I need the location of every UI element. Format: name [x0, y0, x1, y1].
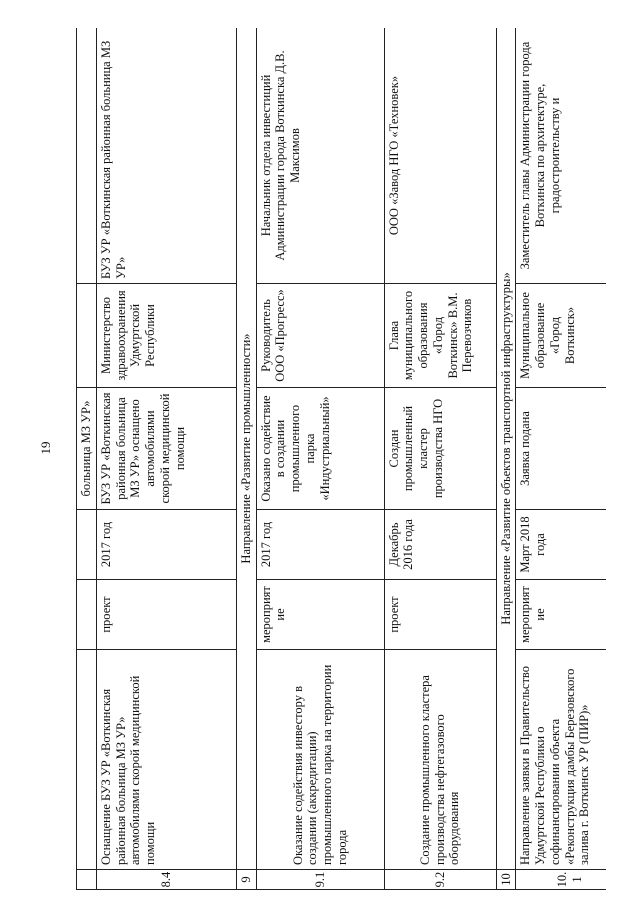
- type-cell: [77, 580, 97, 650]
- term-cell: Декабрь 2016 года: [384, 510, 496, 580]
- result-cell: Заявка подана: [516, 388, 606, 510]
- table-row: [96, 28, 236, 890]
- section-row: [496, 28, 516, 890]
- num-cell: 9.2: [384, 870, 496, 890]
- event-cell: Создание промышленного кластера производства нефтегазового оборудования: [384, 650, 496, 870]
- table-row: [77, 28, 97, 890]
- result-cell: Оказано содействие в создании промышленного парка «Индустриальный»: [256, 388, 384, 510]
- section-title: Направление «Развитие промышленности»: [236, 28, 256, 870]
- executor-cell: [77, 28, 97, 284]
- type-cell: мероприятие: [516, 580, 606, 650]
- term-cell: 2017 год: [256, 510, 384, 580]
- executor-cell: ООО «Завод НГО «Техновек»: [384, 28, 496, 284]
- table-row: [384, 28, 496, 890]
- term-cell: 2017 год: [96, 510, 236, 580]
- section-title: Направление «Развитие объектов транспортной инфраструктуры»: [496, 28, 516, 870]
- executor-cell: Начальник отдела инвестиций Администрации города Воткинска Д.В. Максимов: [256, 28, 384, 284]
- num-cell: [77, 870, 97, 890]
- plan-table: [76, 28, 606, 890]
- responsible-cell: Руководитель ООО «Прогресс»: [256, 284, 384, 388]
- result-cell: больница МЗ УР»: [77, 388, 97, 510]
- term-cell: Март 2018 года: [516, 510, 606, 580]
- table-row: [516, 28, 606, 890]
- section-row: [236, 28, 256, 890]
- term-cell: [77, 510, 97, 580]
- responsible-cell: Муниципальное образование «Город Воткинск»: [516, 284, 606, 388]
- executor-cell: Заместитель главы Администрации города Воткинска по архитектуре, градостроительству и: [516, 28, 606, 284]
- type-cell: проект: [96, 580, 236, 650]
- num-cell: 10.1: [516, 870, 606, 890]
- table-row: [256, 28, 384, 890]
- responsible-cell: Глава муниципального образования «Город Воткинск» В.М. Перевозчиков: [384, 284, 496, 388]
- type-cell: мероприятие: [256, 580, 384, 650]
- result-cell: Создан промышленный кластер производства НГО: [384, 388, 496, 510]
- responsible-cell: Министерство здравоохранения Удмуртской Республики: [96, 284, 236, 388]
- responsible-cell: [77, 284, 97, 388]
- event-cell: Направление заявки в Правительство Удмуртской Республики о софинансировании объекта «Реконструкция дамбы Березовского залива г. Воткинск УР (ПИР)»: [516, 650, 606, 870]
- num-cell: 9.1: [256, 870, 384, 890]
- rotated-table-container: [76, 28, 606, 890]
- page-number: 19: [38, 441, 53, 455]
- document-sheet: [76, 28, 606, 890]
- executor-cell: БУЗ УР «Воткинская районная больница МЗ УР»: [96, 28, 236, 284]
- event-cell: Оснащение БУЗ УР «Воткинская районная больница МЗ УР» автомобилями скорой медицинской помощи: [96, 650, 236, 870]
- num-cell: 8.4: [96, 870, 236, 890]
- result-cell: БУЗ УР «Воткинская районная больница МЗ УР» оснащено автомобилями скорой медицинской помощи: [96, 388, 236, 510]
- type-cell: проект: [384, 580, 496, 650]
- section-num: 9: [236, 870, 256, 890]
- event-cell: Оказание содействия инвестору в создании (аккредитации) промышленного парка на территории города: [256, 650, 384, 870]
- section-num: 10: [496, 870, 516, 890]
- event-cell: [77, 650, 97, 870]
